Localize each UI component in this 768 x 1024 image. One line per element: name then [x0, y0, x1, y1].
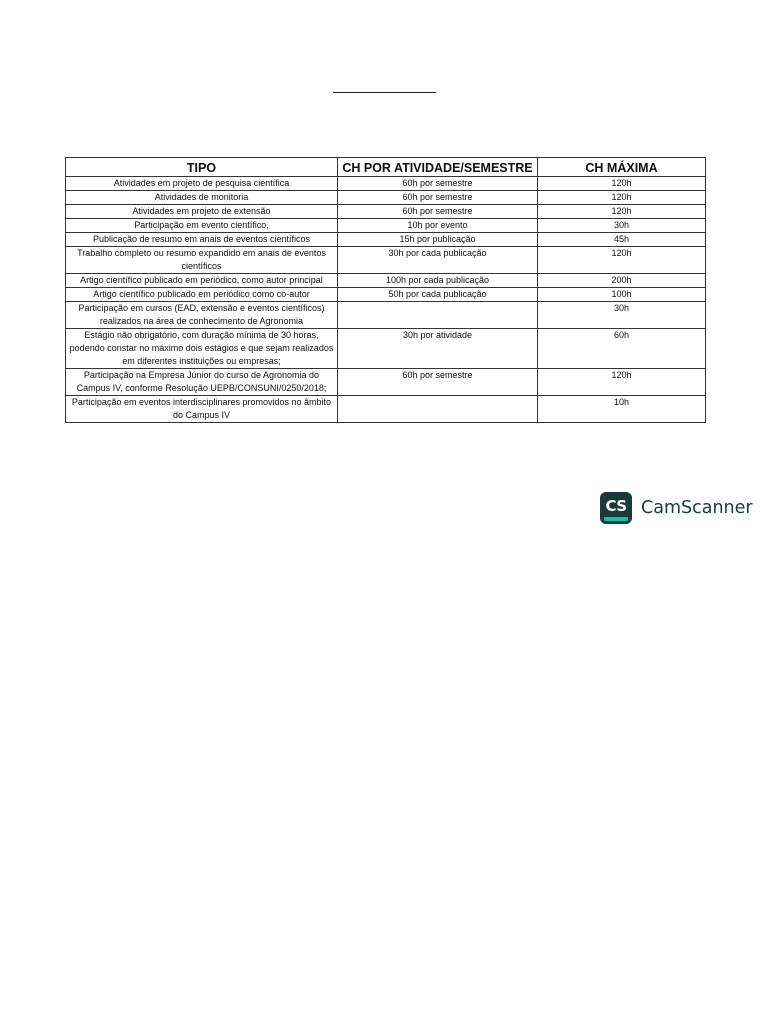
table-row — [66, 288, 706, 302]
cell-ch-maxima: 100h — [538, 288, 706, 302]
logo-badge-text: CS — [605, 497, 627, 515]
cell-ch-atividade: 60h por semestre — [338, 191, 538, 205]
cell-ch-maxima: 200h — [538, 274, 706, 288]
cell-tipo: Participação em evento científico, — [66, 219, 338, 233]
cell-tipo: Atividades de monitoria — [66, 191, 338, 205]
cell-ch-atividade: 10h por evento — [338, 219, 538, 233]
table-row — [66, 233, 706, 247]
cell-ch-atividade — [338, 396, 538, 423]
cell-ch-maxima: 120h — [538, 247, 706, 274]
cell-ch-maxima: 45h — [538, 233, 706, 247]
header-ch-por-atividade: CH POR ATIVIDADE/SEMESTRE — [338, 158, 538, 177]
header-tipo: TIPO — [66, 158, 338, 177]
cell-ch-maxima: 120h — [538, 369, 706, 396]
logo-stripe — [604, 517, 628, 521]
table-row — [66, 274, 706, 288]
table-row — [66, 191, 706, 205]
table-row — [66, 177, 706, 191]
cell-tipo: Estágio não obrigatório, com duração mínima de 30 horas, podendo constar no máximo dois estágios e que sejam realizados em diferentes instituições ou empresas; — [66, 329, 338, 369]
cell-ch-atividade: 60h por semestre — [338, 177, 538, 191]
cell-tipo: Participação em eventos interdisciplinares promovidos no âmbito do Campus IV — [66, 396, 338, 423]
table-row — [66, 396, 706, 423]
camscanner-watermark — [600, 491, 753, 524]
table-row — [66, 205, 706, 219]
cell-ch-maxima: 30h — [538, 302, 706, 329]
cell-ch-atividade: 60h por semestre — [338, 205, 538, 219]
cell-ch-atividade: 30h por atividade — [338, 329, 538, 369]
table-row — [66, 247, 706, 274]
cell-ch-maxima: 120h — [538, 177, 706, 191]
cell-ch-atividade — [338, 302, 538, 329]
workload-table — [65, 157, 706, 423]
table-header-row — [66, 158, 706, 177]
cell-ch-atividade: 15h por publicação — [338, 233, 538, 247]
header-ch-maxima: CH MÁXIMA — [538, 158, 706, 177]
cell-ch-atividade: 100h por cada publicação — [338, 274, 538, 288]
cell-tipo: Atividades em projeto de pesquisa científica — [66, 177, 338, 191]
cell-ch-maxima: 60h — [538, 329, 706, 369]
cell-tipo: Participação na Empresa Júnior do curso de Agronomia do Campus IV, conforme Resolução UEPB/CONSUNI/0250/2018; — [66, 369, 338, 396]
table-row — [66, 302, 706, 329]
cell-ch-atividade: 50h por cada publicação — [338, 288, 538, 302]
cell-tipo: Artigo científico publicado em periódico como co-autor — [66, 288, 338, 302]
cell-tipo: Artigo científico publicado em periódico, como autor principal — [66, 274, 338, 288]
table-row — [66, 329, 706, 369]
cell-tipo: Trabalho completo ou resumo expandido em anais de eventos científicos — [66, 247, 338, 274]
cell-tipo: Publicação de resumo em anais de eventos científicos — [66, 233, 338, 247]
table-row — [66, 219, 706, 233]
cell-ch-maxima: 120h — [538, 205, 706, 219]
cell-ch-maxima: 10h — [538, 396, 706, 423]
cell-tipo: Atividades em projeto de extensão — [66, 205, 338, 219]
header-rule — [333, 92, 436, 93]
cell-ch-atividade: 60h por semestre — [338, 369, 538, 396]
cell-ch-atividade: 30h por cada publicação — [338, 247, 538, 274]
camscanner-logo-icon — [600, 492, 632, 524]
logo-wordmark: CamScanner — [641, 497, 753, 518]
cell-tipo: Participação em cursos (EAD, extensão e eventos científicos) realizados na área de conhecimento de Agronomia — [66, 302, 338, 329]
table-row — [66, 369, 706, 396]
cell-ch-maxima: 30h — [538, 219, 706, 233]
cell-ch-maxima: 120h — [538, 191, 706, 205]
